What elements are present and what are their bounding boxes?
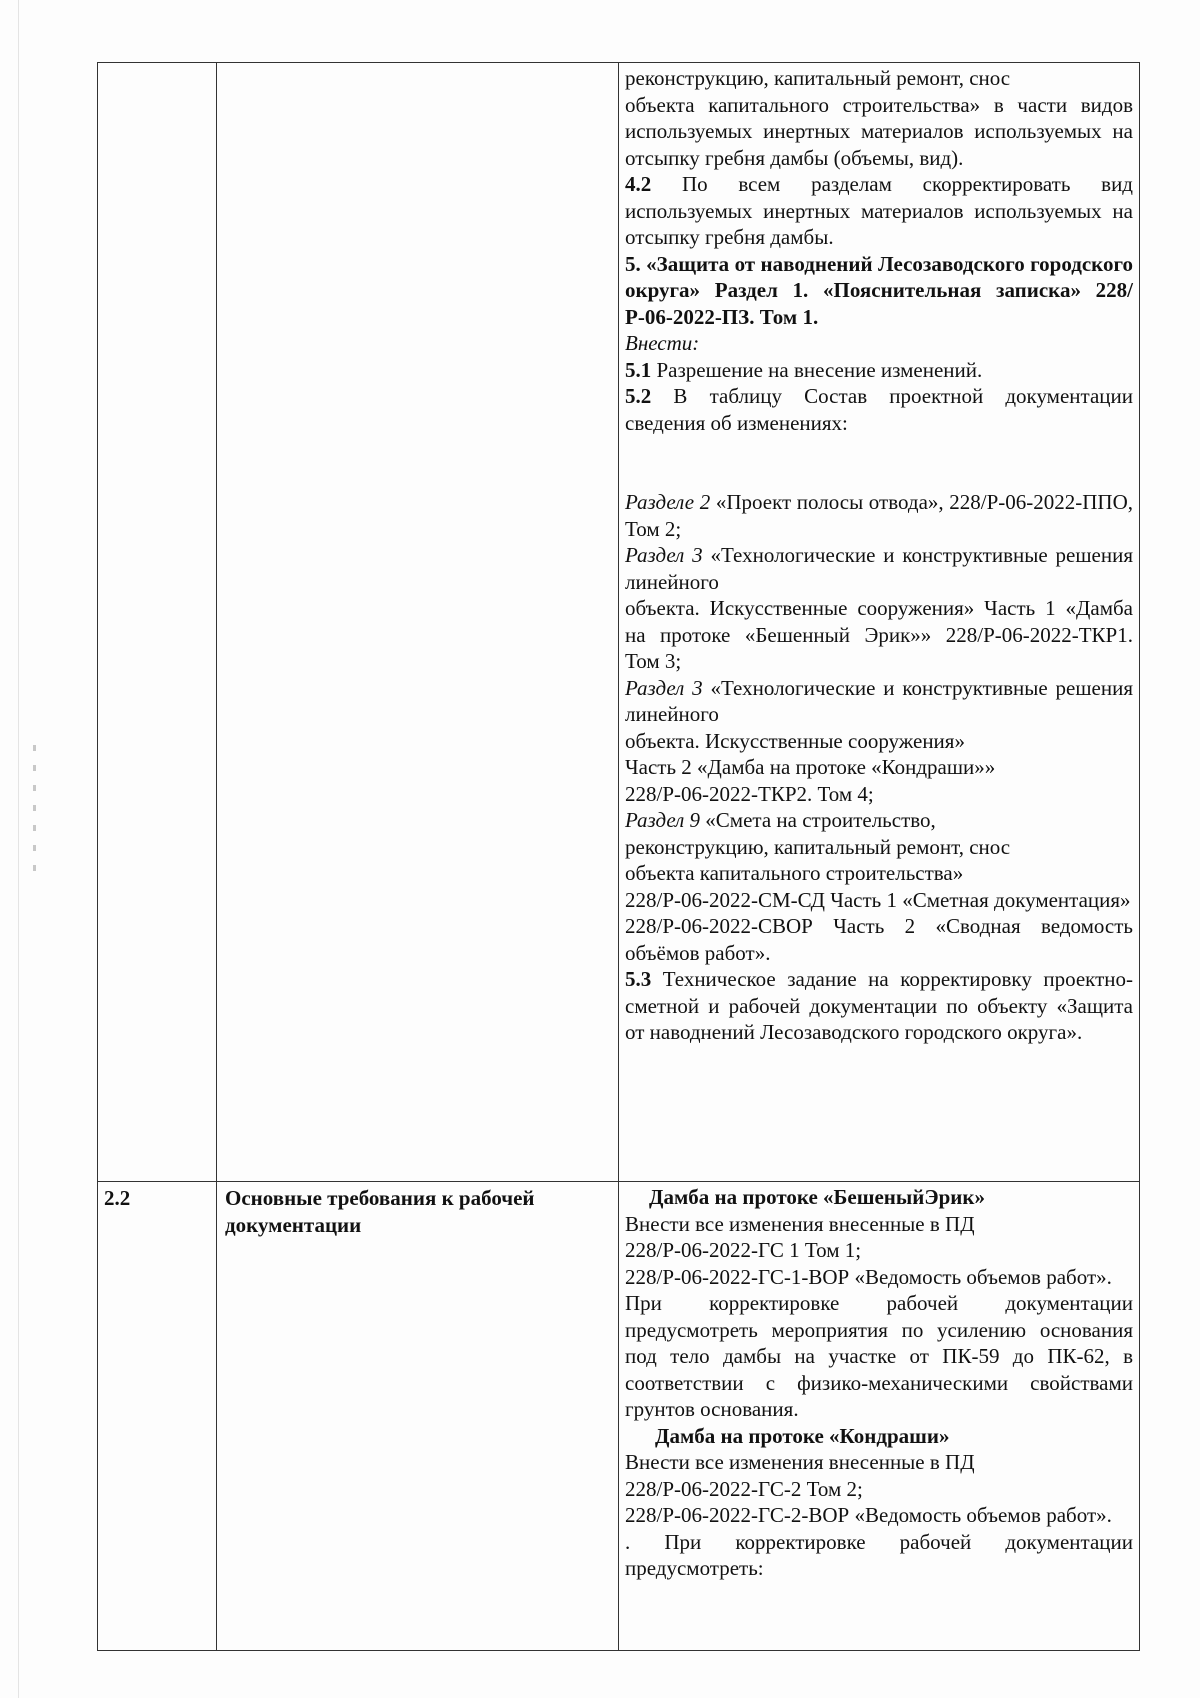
text-line: 228/Р-06-2022-ГС 1 Том 1; bbox=[625, 1238, 862, 1262]
row-number-cell: 2.2 bbox=[98, 1182, 217, 1651]
item-text: Разрешение на внесение изменений. bbox=[651, 357, 983, 382]
item-text: «Проект полосы отвода», 228/Р-06-2022-ППО, Том 2; bbox=[625, 490, 1133, 541]
requirement-content-cell bbox=[619, 63, 1140, 1182]
text-line: 228/Р-06-2022-СВОР Часть 2 «Сводная ведомость объёмов работ». bbox=[625, 914, 1133, 965]
text-line: объекта. Искусственные сооружения» bbox=[625, 728, 965, 753]
text-line: 228/Р-06-2022-ТКР2. Том 4; bbox=[625, 781, 874, 806]
text-line: реконструкцию, капитальный ремонт, снос bbox=[625, 834, 1011, 859]
requirements-table bbox=[97, 62, 1140, 1651]
item-text: «Технологические и конструктивные решения линейного bbox=[625, 675, 1133, 726]
subsection-heading: Дамба на протоке «БешеныйЭрик» bbox=[649, 1185, 986, 1209]
table-row bbox=[98, 63, 1140, 1182]
text-line: Внести все изменения внесенные в ПД bbox=[625, 1450, 975, 1474]
item-text: «Технологические и конструктивные решения линейного bbox=[625, 543, 1133, 594]
scan-specks bbox=[30, 745, 40, 885]
section-ref: Раздел 3 bbox=[625, 543, 703, 567]
text-line: объекта капитального строительства» в части видов используемых инертных материалов используемых на отсыпку гребня дамбы (объемы, вид). bbox=[625, 92, 1133, 170]
text-line: 228/Р-06-2022-СМ-СД Часть 1 «Сметная документация» bbox=[625, 887, 1131, 912]
text-line bbox=[625, 171, 1133, 251]
section-ref: Раздел 9 bbox=[625, 808, 701, 832]
item-number: 4.2 bbox=[625, 172, 652, 196]
text-line bbox=[625, 383, 1133, 436]
requirement-title-cell: Основные требования к рабочей документации bbox=[217, 1182, 619, 1651]
requirement-content-cell bbox=[619, 1182, 1140, 1651]
table-row bbox=[98, 1182, 1140, 1651]
item-number: 5.2 bbox=[625, 384, 652, 408]
text-line: 228/Р-06-2022-ГС-1-ВОР «Ведомость объемов работ». bbox=[625, 1264, 1112, 1289]
item-text: «Смета на строительство, bbox=[700, 808, 936, 832]
text-line: Внести все изменения внесенные в ПД bbox=[625, 1211, 975, 1236]
blank-line bbox=[625, 463, 1133, 490]
item-number: 5.1 bbox=[625, 357, 652, 382]
text-line bbox=[625, 542, 1133, 595]
section-heading: 5. «Защита от наводнений Лесозаводского городского округа» Раздел 1. «Пояснительная записка» 228/Р-06-2022-ПЗ. Том 1. bbox=[625, 251, 1133, 329]
text-line bbox=[625, 675, 1133, 728]
scan-edge-line bbox=[18, 0, 19, 1698]
text-line: объекта капитального строительства» bbox=[625, 861, 964, 885]
text-line: При корректировке рабочей документации предусмотреть мероприятия по усилению основания под тело дамбы на участке от ПК-59 до ПК-62, в соответствии с физико-механическими свойствами грунтов основания. bbox=[625, 1291, 1133, 1421]
item-text: По всем разделам скорректировать вид используемых инертных материалов используемых на отсыпку гребня дамбы. bbox=[625, 172, 1133, 249]
text-line: 228/Р-06-2022-ГС-2-ВОР «Ведомость объемов работ». bbox=[625, 1503, 1112, 1527]
section-ref: Разделе 2 bbox=[625, 490, 711, 514]
section-ref: Раздел 3 bbox=[625, 675, 703, 700]
text-line: объекта. Искусственные сооружения» Часть 1 «Дамба на протоке «Бешенный Эрик»» 228/Р-06-2022-ТКР1. Том 3; bbox=[625, 596, 1133, 673]
text-line: Часть 2 «Дамба на протоке «Кондраши»» bbox=[625, 755, 996, 779]
row-number-cell bbox=[98, 63, 217, 1182]
text-line bbox=[625, 966, 1133, 1046]
item-number: 5.3 bbox=[625, 967, 652, 991]
text-line: реконструкцию, капитальный ремонт, снос bbox=[625, 66, 1011, 90]
requirement-title-cell bbox=[217, 63, 619, 1182]
text-line: Внести: bbox=[625, 331, 700, 355]
text-line bbox=[625, 807, 1133, 834]
blank-line bbox=[625, 436, 1133, 463]
text-line bbox=[625, 489, 1133, 542]
subsection-heading: Дамба на протоке «Кондраши» bbox=[655, 1423, 950, 1448]
text-line bbox=[625, 357, 1133, 384]
text-line: . При корректировке рабочей документации предусмотреть: bbox=[625, 1529, 1133, 1580]
item-text: Техническое задание на корректировку проектно-сметной и рабочей документации по объекту «Защита от наводнений Лесозаводского городского округа». bbox=[625, 967, 1133, 1044]
item-text: В таблицу Состав проектной документации сведения об изменениях: bbox=[625, 384, 1133, 435]
text-line: 228/Р-06-2022-ГС-2 Том 2; bbox=[625, 1476, 863, 1501]
